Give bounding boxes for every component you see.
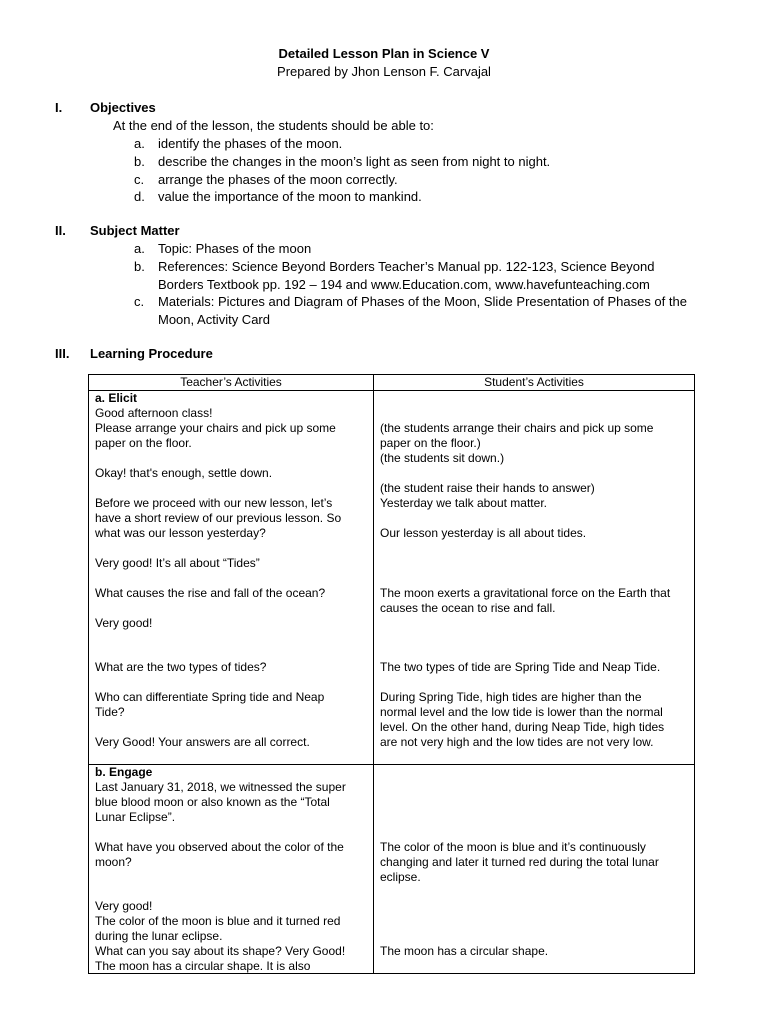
student-line: level. On the other hand, during Neap Tide, high tides [380, 720, 665, 734]
list-marker: b. [134, 153, 145, 169]
student-line: The color of the moon is blue and it’s continuously [380, 840, 646, 854]
teacher-line: Very good! [95, 616, 153, 630]
objectives-list [134, 135, 734, 206]
list-marker: a. [134, 136, 145, 151]
teacher-line: during the lunar eclipse. [95, 929, 223, 943]
student-line: The moon exerts a gravitational force on the Earth that [380, 586, 671, 600]
student-line: are not very high and the low tides are not very low. [380, 735, 654, 749]
student-line: Yesterday we talk about matter. [380, 496, 547, 510]
elicit-row [89, 391, 695, 765]
objectives-number: I. [55, 100, 63, 115]
list-item [134, 135, 734, 153]
teacher-line: What can you say about its shape? Very Good! [95, 944, 346, 958]
engage-student-cell [374, 765, 695, 974]
student-line: During Spring Tide, high tides are higher than the [380, 690, 642, 704]
student-line: The moon has a circular shape. [380, 944, 549, 958]
teacher-line: have a short review of our previous lesson. So [95, 511, 342, 525]
teacher-line: Who can differentiate Spring tide and Neap [95, 690, 325, 704]
procedure-number: III. [55, 346, 70, 361]
teacher-line: blue blood moon or also known as the “Total [95, 795, 330, 809]
elicit-student-cell [374, 391, 695, 765]
student-line: causes the ocean to rise and fall. [380, 601, 556, 615]
elicit-teacher-cell [89, 391, 374, 765]
teacher-line: moon? [95, 855, 132, 869]
list-item [134, 258, 734, 294]
student-line: The two types of tide are Spring Tide and Neap Tide. [380, 660, 661, 674]
teacher-activities-header: Teacher’s Activities [89, 375, 374, 391]
list-marker: b. [134, 258, 145, 274]
student-line: (the students sit down.) [380, 451, 505, 465]
list-item-line: Materials: Pictures and Diagram of Phases of the Moon, Slide Presentation of Phases of the [158, 294, 687, 310]
document-title: Detailed Lesson Plan in Science V [278, 46, 490, 61]
teacher-line: What are the two types of tides? [95, 660, 267, 674]
teacher-line: paper on the floor. [95, 436, 192, 450]
teacher-line: Good afternoon class! [95, 406, 213, 420]
document-author: Prepared by Jhon Lenson F. Carvajal [277, 64, 491, 79]
list-item-line: Moon, Activity Card [158, 312, 270, 328]
subject-matter-heading: Subject Matter [90, 223, 180, 238]
teacher-line: Okay! that's enough, settle down. [95, 466, 273, 480]
list-marker: c. [134, 294, 145, 310]
list-item-line: describe the changes in the moon’s light as seen from night to night. [158, 153, 551, 169]
stage-heading: a. Elicit [95, 391, 138, 405]
teacher-line: Lunar Eclipse”. [95, 810, 176, 824]
student-line: (the students arrange their chairs and pick up some [380, 421, 654, 435]
list-item-line: Topic: Phases of the moon [158, 241, 312, 256]
list-item-line: arrange the phases of the moon correctly. [158, 171, 398, 187]
learning-procedure-table [88, 374, 695, 974]
student-line: Our lesson yesterday is all about tides. [380, 526, 587, 540]
engage-teacher-cell [89, 765, 374, 974]
list-item [134, 240, 734, 258]
teacher-line: what was our lesson yesterday? [95, 526, 266, 540]
list-item [134, 293, 734, 329]
teacher-line: Before we proceed with our new lesson, let’s [95, 496, 333, 510]
list-item [134, 153, 734, 171]
student-line: normal level and the low tide is lower than the normal [380, 705, 663, 719]
list-item [134, 188, 734, 206]
list-marker: d. [134, 189, 145, 205]
teacher-line: Last January 31, 2018, we witnessed the super [95, 780, 346, 794]
teacher-line: Very good! It’s all about “Tides” [95, 556, 260, 570]
teacher-line: Please arrange your chairs and pick up some [95, 421, 336, 435]
subject-matter-number: II. [55, 223, 66, 238]
teacher-line: What causes the rise and fall of the ocean? [95, 586, 326, 600]
subject-matter-list [134, 240, 734, 329]
list-item-line: References: Science Beyond Borders Teacher’s Manual pp. 122-123, Science Beyond [158, 258, 655, 274]
student-line: paper on the floor.) [380, 436, 481, 450]
teacher-line: The moon has a circular shape. It is also [95, 959, 311, 973]
procedure-heading: Learning Procedure [90, 346, 213, 361]
list-marker: a. [134, 241, 145, 256]
list-item-line: value the importance of the moon to mankind. [158, 189, 422, 205]
stage-heading: b. Engage [95, 765, 153, 779]
teacher-line: The color of the moon is blue and it turned red [95, 914, 341, 928]
list-item [134, 171, 734, 189]
list-item-line: Borders Textbook pp. 192 – 194 and www.Education.com, www.havefunteaching.com [158, 276, 650, 292]
list-marker: c. [134, 171, 145, 187]
objectives-heading: Objectives [90, 100, 156, 115]
objectives-intro: At the end of the lesson, the students should be able to: [113, 118, 434, 133]
teacher-line: Very Good! Your answers are all correct. [95, 735, 310, 749]
student-activities-header: Student’s Activities [374, 375, 695, 391]
teacher-line: What have you observed about the color of the [95, 840, 344, 854]
teacher-line: Tide? [95, 705, 125, 719]
student-line: eclipse. [380, 870, 421, 884]
teacher-line: Very good! [95, 899, 153, 913]
student-line: changing and later it turned red during the total lunar [380, 855, 659, 869]
list-item-line: identify the phases of the moon. [158, 136, 343, 151]
student-line: (the student raise their hands to answer) [380, 481, 595, 495]
engage-row [89, 765, 695, 974]
